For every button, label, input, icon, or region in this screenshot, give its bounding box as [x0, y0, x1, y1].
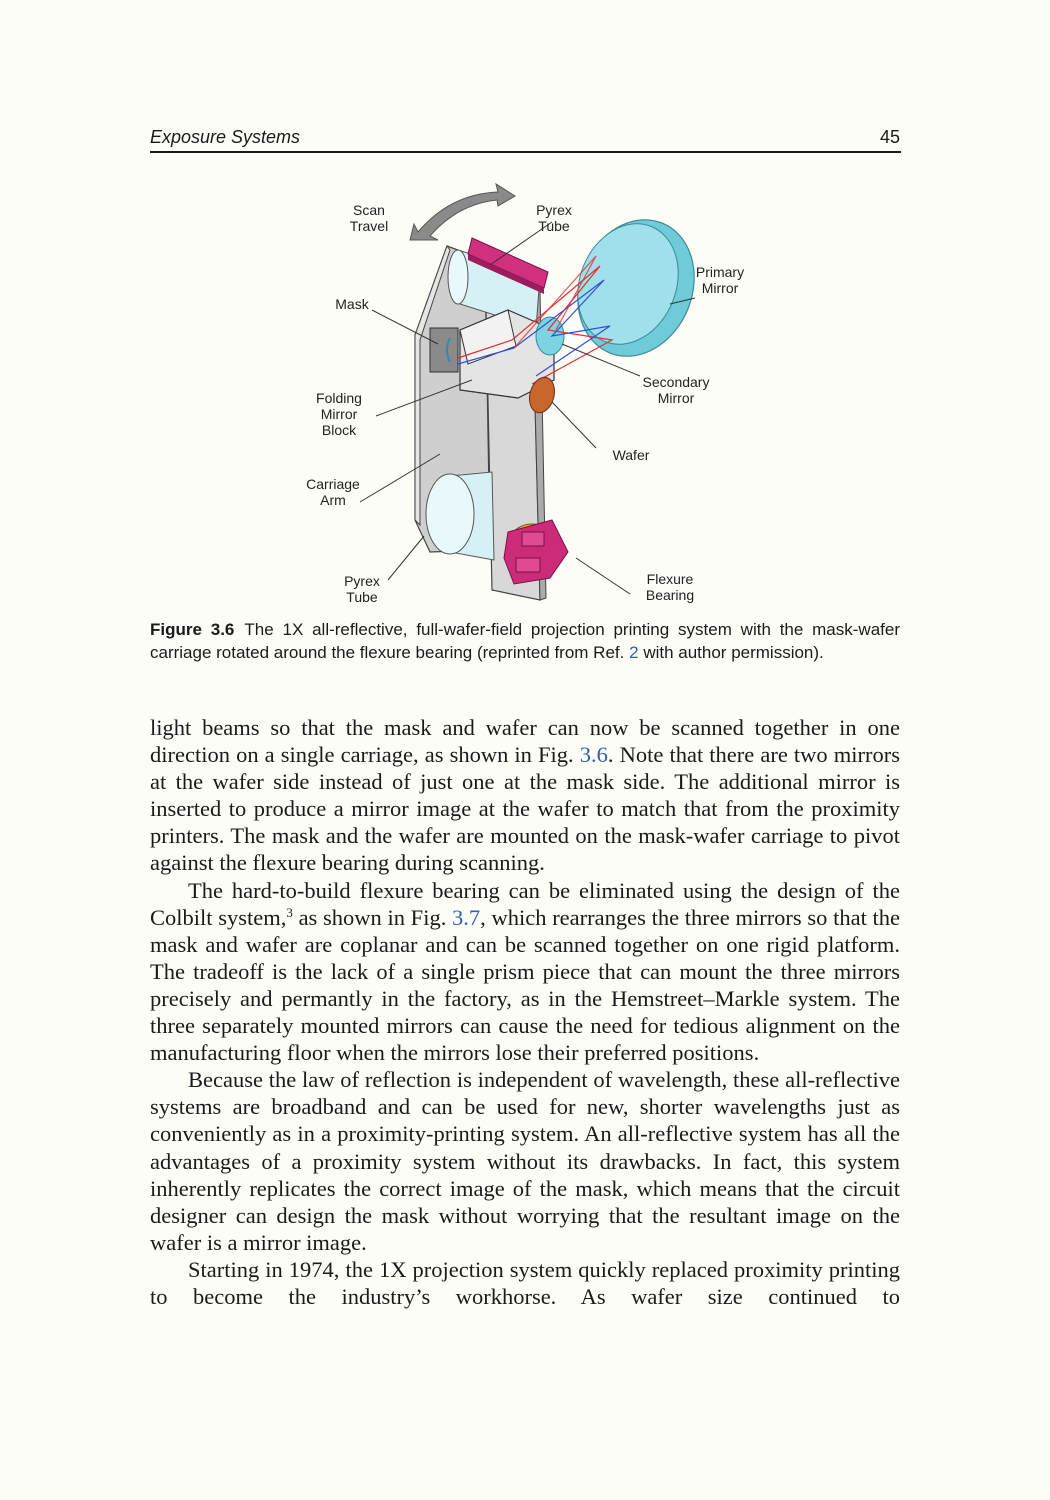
- label-pyrex-tube-bottom: Pyrex Tube: [344, 573, 380, 605]
- running-head-title: Exposure Systems: [150, 127, 301, 147]
- label-wafer: Wafer: [612, 447, 650, 463]
- paragraph-4: Starting in 1974, the 1X projection system quickly replaced proximity printing to become the industry’s workhorse. As wafer size continued to: [150, 1256, 900, 1309]
- page-number: 45: [879, 127, 900, 147]
- scan-travel-arrow: [410, 184, 515, 240]
- paragraph-3: Because the law of reflection is independent of wavelength, these all-reflective systems are broadband and can be used for new, shorter wavelengths just as conveniently as in a proximity-printing system. An all-reflective system has all the advantages of a proximity system without its drawbacks. In fact, this system inherently replicates the correct image of the mask, which means that the circuit designer can design the mask without worrying that the resultant image on the wafer is a mirror image.: [150, 1067, 900, 1255]
- label-folding-mirror-block: Folding Mirror Block: [316, 390, 362, 438]
- figure-3-6: [300, 180, 760, 610]
- p2-text-b: as shown in Fig.: [292, 904, 447, 930]
- label-flexure-bearing: Flexure Bearing: [645, 571, 695, 603]
- figure-caption: [150, 618, 900, 664]
- header-rule: [150, 151, 901, 153]
- caption-ref-link[interactable]: 2: [629, 643, 639, 662]
- caption-text-1: The 1X all-reflective, full-wafer-field projection printing system with the mask-wafer carriage rotated around the flexure bearing (reprinted from Ref.: [150, 620, 900, 662]
- p1-text-b: . Note that there are two mirrors at the wafer side instead of just one at the mask side. The additional mirror is inserted to produce a mirror image at the wafer to match that from the proximity printers. The mask and the wafer are mounted on the mask-wafer carriage to pivot against the flexure bearing during scanning.: [150, 742, 901, 876]
- label-pyrex-tube-top: Pyrex Tube: [536, 202, 572, 234]
- paragraph-1: [150, 714, 900, 877]
- p1-text-a: light beams so that the mask and wafer can now be scanned together in one direction on a single carriage, as shown in Fig.: [150, 715, 900, 768]
- label-primary-mirror: Primary Mirror: [695, 264, 745, 296]
- fig-3-7-link[interactable]: 3.7: [452, 904, 481, 930]
- running-head: [150, 127, 900, 151]
- p2-text-c: , which rearranges the three mirrors so that the mask and wafer are coplanar and can be scanned together on one rigid platform. The tradeoff is the lack of a single prism piece that can mount the three mirrors precisely and permantly in the factory, as in the Hemstreet–Markle system. The three separately mounted mirrors can cause the need for tedious alignment on the manufacturing floor when the mirrors lose their preferred positions.: [150, 904, 901, 1066]
- label-carriage-arm: Carriage Arm: [306, 476, 360, 508]
- label-secondary-mirror: Secondary Mirror: [642, 374, 710, 406]
- label-scan-travel: Scan Travel: [349, 202, 389, 234]
- caption-text-2: with author permission).: [643, 643, 824, 662]
- p2-text-a: The hard-to-build flexure bearing can be eliminated using the design of the Colbilt system,: [150, 877, 900, 930]
- citation-3[interactable]: 3: [286, 904, 293, 920]
- caption-label: Figure 3.6: [150, 620, 235, 639]
- body-text: [150, 714, 900, 1310]
- paragraph-2: [150, 877, 900, 1067]
- mask-plate: [430, 328, 458, 372]
- fig-3-6-link[interactable]: 3.6: [579, 742, 608, 768]
- label-mask: Mask: [335, 296, 369, 312]
